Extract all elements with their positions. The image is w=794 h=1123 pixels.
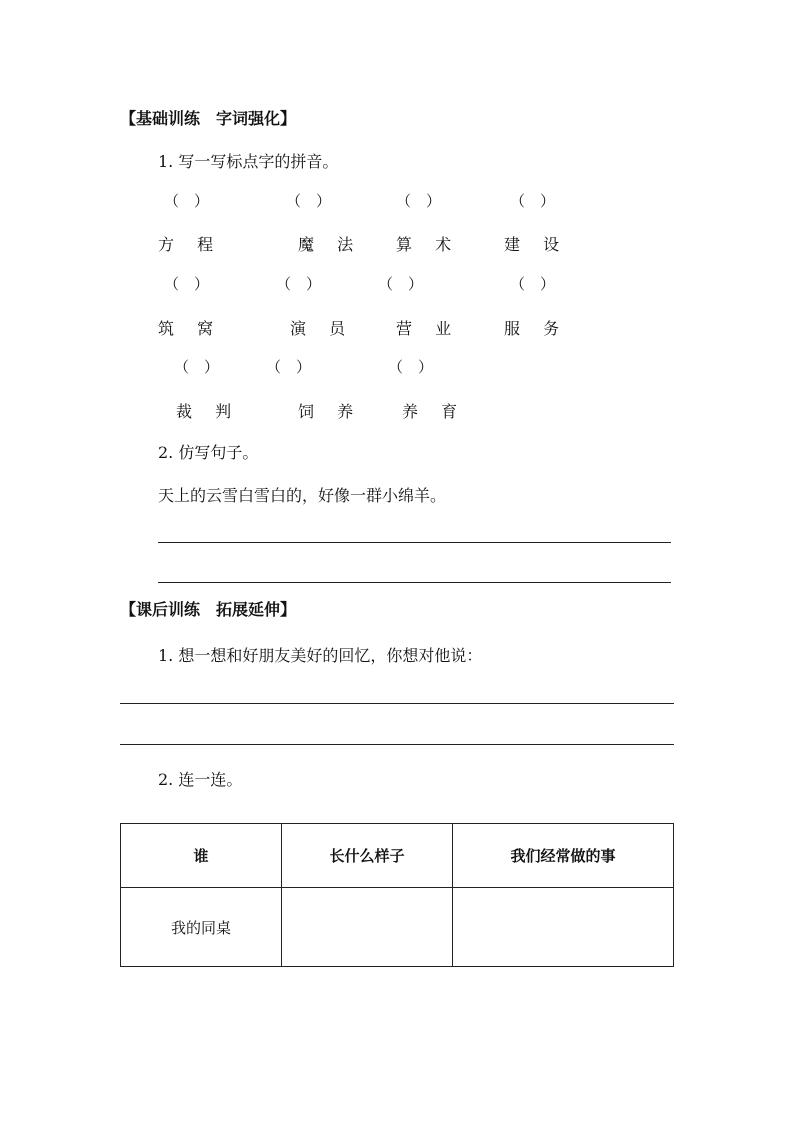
pinyin-blank[interactable]: （ ）: [266, 358, 312, 376]
section-heading-basic: 【基础训练 字词强化】: [120, 109, 297, 128]
answer-line[interactable]: [120, 744, 674, 745]
pinyin-blank[interactable]: （ ）: [388, 358, 434, 376]
word: 算 术: [396, 235, 461, 254]
pinyin-blank[interactable]: （ ）: [510, 192, 556, 210]
pinyin-blank[interactable]: （ ）: [510, 275, 556, 293]
question-1-memory: 1. 想一想和好朋友美好的回忆，你想对他说：: [158, 646, 483, 665]
connect-table: [120, 823, 674, 967]
answer-line[interactable]: [158, 582, 671, 583]
word: 营 业: [396, 319, 461, 338]
table-cell: 我的同桌: [121, 888, 282, 967]
word: 服 务: [504, 319, 569, 338]
pinyin-blank[interactable]: （ ）: [164, 192, 210, 210]
table-header-row: [121, 824, 674, 888]
pinyin-blank[interactable]: （ ）: [378, 275, 424, 293]
question-2-connect: 2. 连一连。: [158, 770, 243, 789]
word: 方 程: [158, 235, 223, 254]
table-header: 我们经常做的事: [453, 824, 674, 888]
word: 魔 法: [298, 235, 363, 254]
answer-line[interactable]: [120, 703, 674, 704]
question-2-imitate: 2. 仿写句子。: [158, 443, 259, 462]
pinyin-blank[interactable]: （ ）: [276, 275, 322, 293]
example-sentence: 天上的云雪白雪白的，好像一群小绵羊。: [158, 486, 447, 505]
word: 饲 养: [298, 402, 363, 421]
pinyin-blank[interactable]: （ ）: [164, 275, 210, 293]
word: 裁 判: [176, 402, 241, 421]
answer-line[interactable]: [158, 542, 671, 543]
word: 养 育: [402, 402, 467, 421]
table-cell-blank[interactable]: [453, 888, 674, 967]
section-heading-after-class: 【课后训练 拓展延伸】: [120, 600, 297, 619]
table-header: 谁: [121, 824, 282, 888]
word: 筑 窝: [158, 319, 223, 338]
pinyin-blank[interactable]: （ ）: [286, 192, 332, 210]
word: 建 设: [504, 235, 569, 254]
question-1-pinyin: 1. 写一写标点字的拼音。: [158, 152, 339, 171]
table-row: [121, 888, 674, 967]
pinyin-blank[interactable]: （ ）: [396, 192, 442, 210]
table-cell-blank[interactable]: [282, 888, 453, 967]
table-header: 长什么样子: [282, 824, 453, 888]
word: 演 员: [290, 319, 355, 338]
pinyin-blank[interactable]: （ ）: [174, 358, 220, 376]
